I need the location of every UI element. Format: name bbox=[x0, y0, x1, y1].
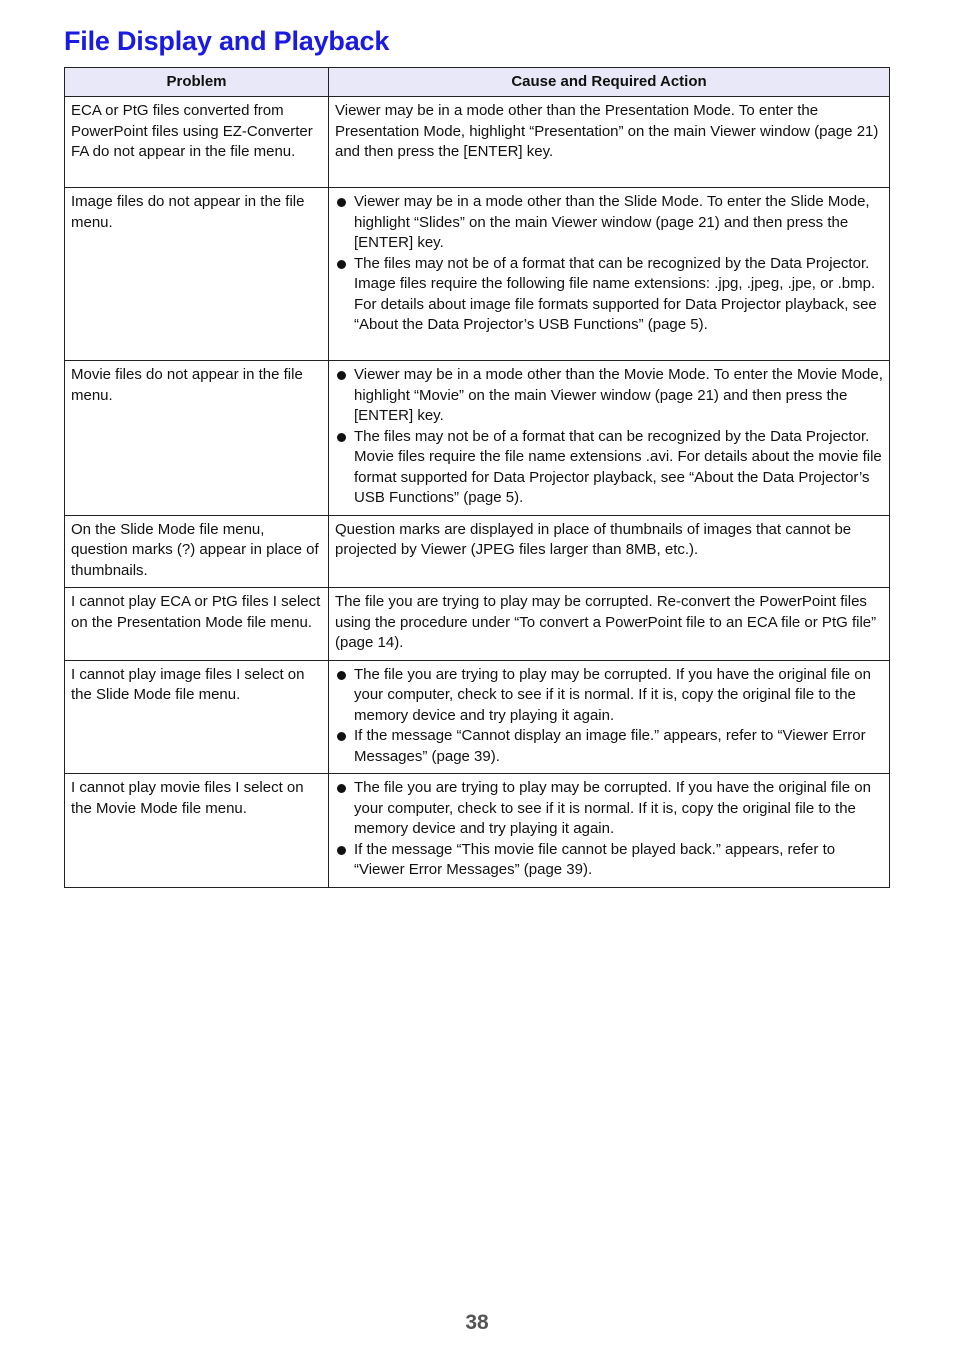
cause-cell bbox=[329, 188, 890, 361]
problem-cell: Movie files do not appear in the file menu. bbox=[65, 361, 329, 516]
cause-cell bbox=[329, 361, 890, 516]
cause-bullet-list bbox=[335, 778, 883, 881]
problem-cell: On the Slide Mode file menu, question marks (?) appear in place of thumbnails. bbox=[65, 515, 329, 588]
cause-bullet: The files may not be of a format that can be recognized by the Data Projector. Image files require the following file name extensions: .jpg, .jpeg, .jpe, or .bmp. For details about image file formats supported for Data Projector playback, see “About the Data Projector’s USB Functions” (page 5). bbox=[335, 254, 883, 336]
problem-cell: I cannot play image files I select on the Slide Mode file menu. bbox=[65, 660, 329, 774]
page-number: 38 bbox=[465, 1311, 489, 1334]
table-row bbox=[65, 660, 890, 774]
cause-bullet: Viewer may be in a mode other than the Slide Mode. To enter the Slide Mode, highlight “Slides” on the main Viewer window (page 21) and then press the [ENTER] key. bbox=[335, 192, 883, 254]
cause-text: The file you are trying to play may be corrupted. Re-convert the PowerPoint files using the procedure under “To convert a PowerPoint file to an ECA file or PtG file” (page 14). bbox=[335, 593, 877, 651]
table-header-row bbox=[65, 68, 890, 97]
problem-cell: ECA or PtG files converted from PowerPoint files using EZ-Converter FA do not appear in the file menu. bbox=[65, 97, 329, 188]
cause-bullet: The file you are trying to play may be corrupted. If you have the original file on your computer, check to see if it is normal. If it is, copy the original file to the memory device and try playing it again. bbox=[335, 778, 883, 840]
cause-cell bbox=[329, 97, 890, 188]
troubleshooting-table bbox=[64, 67, 890, 888]
column-header-problem: Problem bbox=[65, 68, 329, 97]
table-row bbox=[65, 97, 890, 188]
problem-cell: I cannot play ECA or PtG files I select on the Presentation Mode file menu. bbox=[65, 588, 329, 661]
table-body bbox=[65, 97, 890, 888]
cause-cell bbox=[329, 588, 890, 661]
cause-text: Question marks are displayed in place of thumbnails of images that cannot be projected by Viewer (JPEG files larger than 8MB, etc.). bbox=[335, 520, 852, 558]
cause-cell bbox=[329, 515, 890, 588]
cause-bullet: Viewer may be in a mode other than the Movie Mode. To enter the Movie Mode, highlight “Movie” on the main Viewer window (page 21) and then press the [ENTER] key. bbox=[335, 365, 883, 427]
table-row bbox=[65, 515, 890, 588]
problem-cell: Image files do not appear in the file menu. bbox=[65, 188, 329, 361]
cause-bullet-list bbox=[335, 365, 883, 509]
table-row bbox=[65, 774, 890, 888]
cause-bullet: The file you are trying to play may be corrupted. If you have the original file on your computer, check to see if it is normal. If it is, copy the original file to the memory device and try playing it again. bbox=[335, 665, 883, 727]
cause-bullet-list bbox=[335, 665, 883, 768]
page-title: File Display and Playback bbox=[64, 26, 390, 56]
cause-bullet: If the message “This movie file cannot be played back.” appears, refer to “Viewer Error Messages” (page 39). bbox=[335, 840, 883, 881]
problem-cell: I cannot play movie files I select on the Movie Mode file menu. bbox=[65, 774, 329, 888]
table-row bbox=[65, 361, 890, 516]
cause-cell bbox=[329, 774, 890, 888]
column-header-cause: Cause and Required Action bbox=[329, 68, 890, 97]
cause-text: Viewer may be in a mode other than the Presentation Mode. To enter the Presentation Mode, highlight “Presentation” on the main Viewer window (page 21) and then press the [ENTER] key. bbox=[335, 102, 879, 160]
cause-bullet: The files may not be of a format that can be recognized by the Data Projector. Movie files require the file name extensions .avi. For details about the movie file format supported for Data Projector playback, see “About the Data Projector’s USB Functions” (page 5). bbox=[335, 427, 883, 509]
table-row bbox=[65, 188, 890, 361]
cause-cell bbox=[329, 660, 890, 774]
table-row bbox=[65, 588, 890, 661]
cause-bullet-list bbox=[335, 192, 883, 336]
cause-bullet: If the message “Cannot display an image file.” appears, refer to “Viewer Error Messages” (page 39). bbox=[335, 726, 883, 767]
